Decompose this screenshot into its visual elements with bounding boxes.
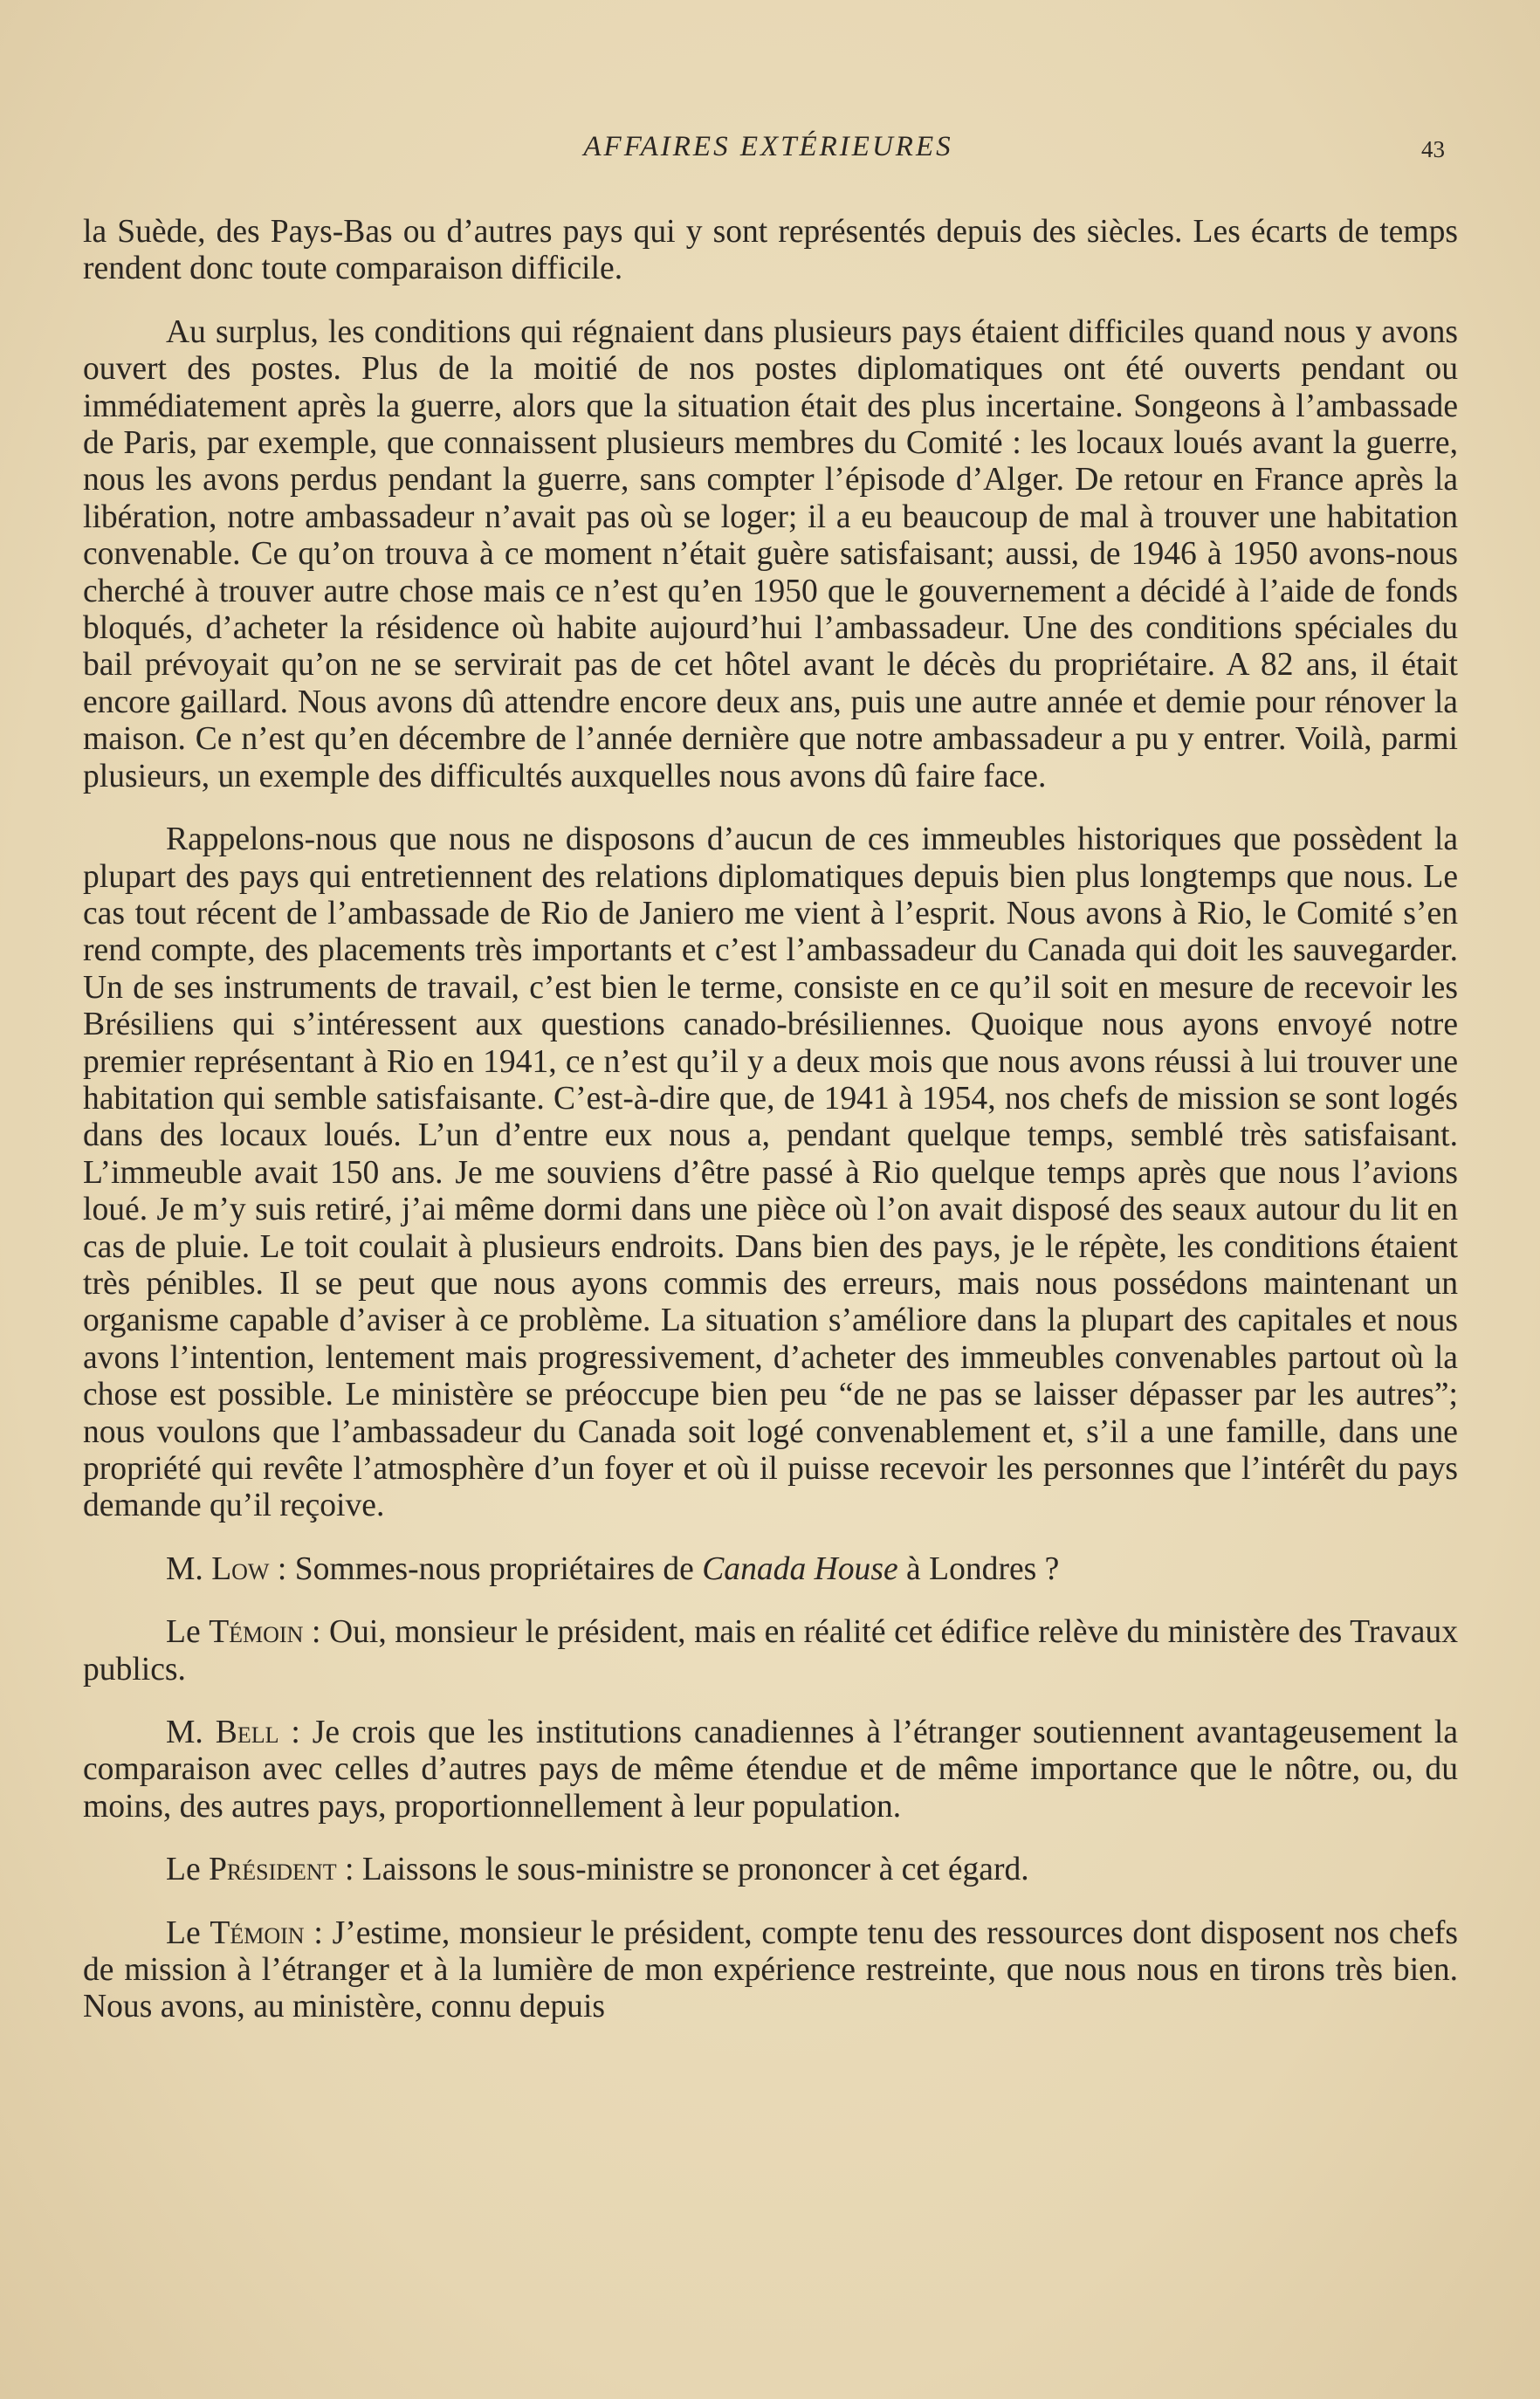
page-number: 43 [1421, 136, 1445, 162]
italic-canada-house: Canada House [702, 1550, 898, 1587]
dialogue-bell [83, 1715, 1458, 1825]
body-text [83, 214, 1458, 2052]
dialogue-temoin-2 [83, 1915, 1458, 2026]
dialogue-low [83, 1551, 1458, 1588]
speaker-prefix: Le [166, 1852, 210, 1888]
speaker-prefix: Le [166, 1614, 210, 1651]
paragraph-continuation: la Suède, des Pays-Bas ou d’autres pays qui y sont représentés depuis des siècles. Les écarts de temps rendent donc toute comparaison difficile. [83, 214, 1458, 287]
speaker-separator: : [303, 1614, 329, 1651]
paragraph-rio-embassy: Rappelons-nous que nous ne disposons d’aucun de ces immeubles historiques que possèdent la plupart des pays qui entretiennent des relations diplomatiques depuis bien plus longtemps que nous. Le cas tout récent de l’ambassade de Rio de Janiero me vient à l’esprit. Nous avons à Rio, le Comité s’en rend compte, des placements très importants et c’est l’ambassadeur du Canada qui doit les sauvegarder. Un de ses instruments de travail, c’est bien le terme, consiste en ce qu’il soit en mesure de recevoir les Brésiliens qui s’intéressent aux questions canado-brésiliennes. Quoique nous ayons envoyé notre premier représentant à Rio en 1941, ce n’est qu’il y a deux mois que nous avons réussi à lui trouver une habitation qui semble satisfaisante. C’est-à-dire que, de 1941 à 1954, nos chefs de mission se sont logés dans des locaux loués. L’un d’entre eux nous a, pendant quelque temps, semblé très satisfaisant. L’immeuble avait 150 ans. Je me souviens d’être passé à Rio quelque temps après que nous l’avions loué. Je m’y suis retiré, j’ai même dormi dans une pièce où l’on avait disposé des seaux autour du lit en cas de pluie. Le toit coulait à plusieurs endroits. Dans bien des pays, je le répète, les conditions étaient très pénibles. Il se peut que nous ayons commis des erreurs, mais nous possédons maintenant un organisme capable d’aviser à ce problème. La situation s’améliore dans la plupart des capitales et nous avons l’intention, lentement mais progressivement, d’acheter des immeubles convenables partout où la chose est possible. Le ministère se préoccupe bien peu “de ne pas se laisser dépasser par les autres”; nous voulons que l’ambassadeur du Canada soit logé convenablement et, s’il a une famille, dans une propriété qui revête l’atmosphère d’un foyer et où il puisse recevoir les personnes que l’intérêt du pays demande qu’il reçoive. [83, 821, 1458, 1524]
speaker-name: Témoin [209, 1614, 304, 1651]
speaker-prefix: M. [166, 1550, 212, 1587]
speaker-separator: : [304, 1914, 333, 1951]
dialogue-temoin-1 [83, 1614, 1458, 1688]
speaker-prefix: M. [166, 1715, 216, 1751]
dialogue-text-end: à Londres ? [897, 1550, 1060, 1587]
running-title: AFFAIRES EXTÉRIEURES [583, 131, 953, 162]
speaker-separator: : [278, 1715, 313, 1751]
speaker-separator: : [336, 1852, 362, 1888]
speaker-name: Bell [215, 1715, 279, 1751]
dialogue-text: Sommes-nous propriétaires de [294, 1550, 703, 1587]
speaker-prefix: Le [166, 1914, 210, 1951]
dialogue-president [83, 1852, 1458, 1888]
dialogue-text: J’estime, monsieur le président, compte tenu des ressources dont disposent nos chefs de mission à l’étranger et à la lumière de mon expérience restreinte, que nous nous en tirons très bien. Nous avons, au ministère, connu depuis [83, 1914, 1459, 2025]
dialogue-text: Oui, monsieur le président, mais en réalité cet édifice relève du ministère des Travaux publics. [83, 1614, 1458, 1688]
speaker-name: Témoin [210, 1914, 305, 1951]
dialogue-text: Laissons le sous-ministre se prononcer à cet égard. [361, 1852, 1029, 1888]
dialogue-text: Je crois que les institutions canadiennes à l’étranger soutiennent avantageusement la comparaison avec celles d’autres pays de même étendue et de même importance que le nôtre, ou, du moins, des autres pays, proportionnellement à leur population. [83, 1715, 1459, 1825]
speaker-name: Président [209, 1852, 337, 1888]
speaker-separator: : [269, 1550, 295, 1587]
speaker-name: Low [211, 1550, 270, 1587]
page-header [83, 131, 1454, 183]
paragraph-paris-embassy: Au surplus, les conditions qui régnaient dans plusieurs pays étaient difficiles quand nous y avons ouvert des postes. Plus de la moitié de nos postes diplomatiques ont été ouverts pendant ou immédiatement après la guerre, alors que la situation était des plus incertaine. Songeons à l’ambassade de Paris, par exemple, que connaissent plusieurs membres du Comité : les locaux loués avant la guerre, nous les avons perdus pendant la guerre, sans compter l’épisode d’Alger. De retour en France après la libération, notre ambassadeur n’avait pas où se loger; il a eu beaucoup de mal à trouver une habitation convenable. Ce qu’on trouva à ce moment n’était guère satisfaisant; aussi, de 1946 à 1950 avons-nous cherché à trouver autre chose mais ce n’est qu’en 1950 que le gouvernement a décidé à l’aide de fonds bloqués, d’acheter la résidence où habite aujourd’hui l’ambassadeur. Une des conditions spéciales du bail prévoyait qu’on ne se servirait pas de cet hôtel avant le décès du propriétaire. A 82 ans, il était encore gaillard. Nous avons dû attendre encore deux ans, puis une autre année et demie pour rénover la maison. Ce n’est qu’en décembre de l’année dernière que notre ambassadeur a pu y entrer. Voilà, parmi plusieurs, un exemple des difficultés auxquelles nous avons dû faire face. [83, 313, 1458, 794]
